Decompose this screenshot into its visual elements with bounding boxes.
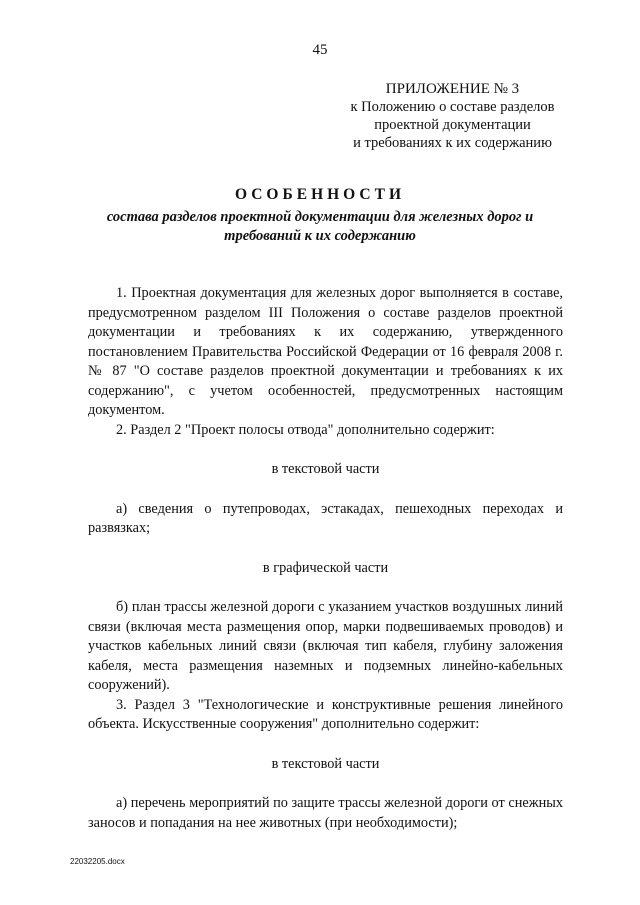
appendix-line-2: проектной документации — [374, 117, 531, 133]
section-label-graphic-part: в графической части — [262, 559, 389, 576]
paragraph-3a: а) перечень мероприятий по защите трассы железной дороги от снежных заносов и попадания на нее животных (при необходимости); — [88, 795, 563, 831]
footer-filename: 22032205.docx — [70, 857, 125, 866]
paragraph-3: 3. Раздел 3 "Технологические и конструктивные решения линейного объекта. Искусственные сооружения" дополнительно содержит: — [88, 696, 563, 732]
page-number: 45 — [312, 42, 328, 58]
appendix-header — [330, 80, 575, 152]
document-title: ОСОБЕННОСТИ — [234, 186, 406, 203]
paragraph-2a: а) сведения о путепроводах, эстакадах, пешеходных переходах и развязках; — [88, 500, 563, 536]
paragraph-1: 1. Проектная документация для железных дорог выполняется в составе, предусмотренном разделом III Положения о составе разделов проектной документации и требованиях к их содержанию, утвержденного постановлением Правительства Российской Федерации от 16 февраля 2008 г. № 87 "О составе разделов проектной документации и требованиях к их содержанию", с учетом особенностей, предусмотренных настоящим документом. — [88, 285, 563, 418]
paragraph-2: 2. Раздел 2 "Проект полосы отвода" дополнительно содержит: — [116, 421, 495, 438]
section-label-text-part-2: в текстовой части — [271, 755, 380, 772]
appendix-line-3: и требованиях к их содержанию — [353, 135, 552, 151]
paragraph-2b: б) план трассы железной дороги с указанием участков воздушных линий связи (включая места размещения опор, марки подвешиваемых проводов) и участков кабельных линий связи (включая тип кабеля, глубину заложения кабеля, места размещения наземных и подземных линейно-кабельных сооружений). — [88, 599, 563, 693]
document-subtitle: состава разделов проектной документации для железных дорог и требований к их содержанию — [106, 209, 534, 244]
appendix-title: ПРИЛОЖЕНИЕ № 3 — [385, 81, 520, 97]
appendix-line-1: к Положению о составе разделов — [350, 99, 555, 115]
section-label-text-part: в текстовой части — [271, 461, 380, 477]
document-body — [88, 284, 563, 833]
